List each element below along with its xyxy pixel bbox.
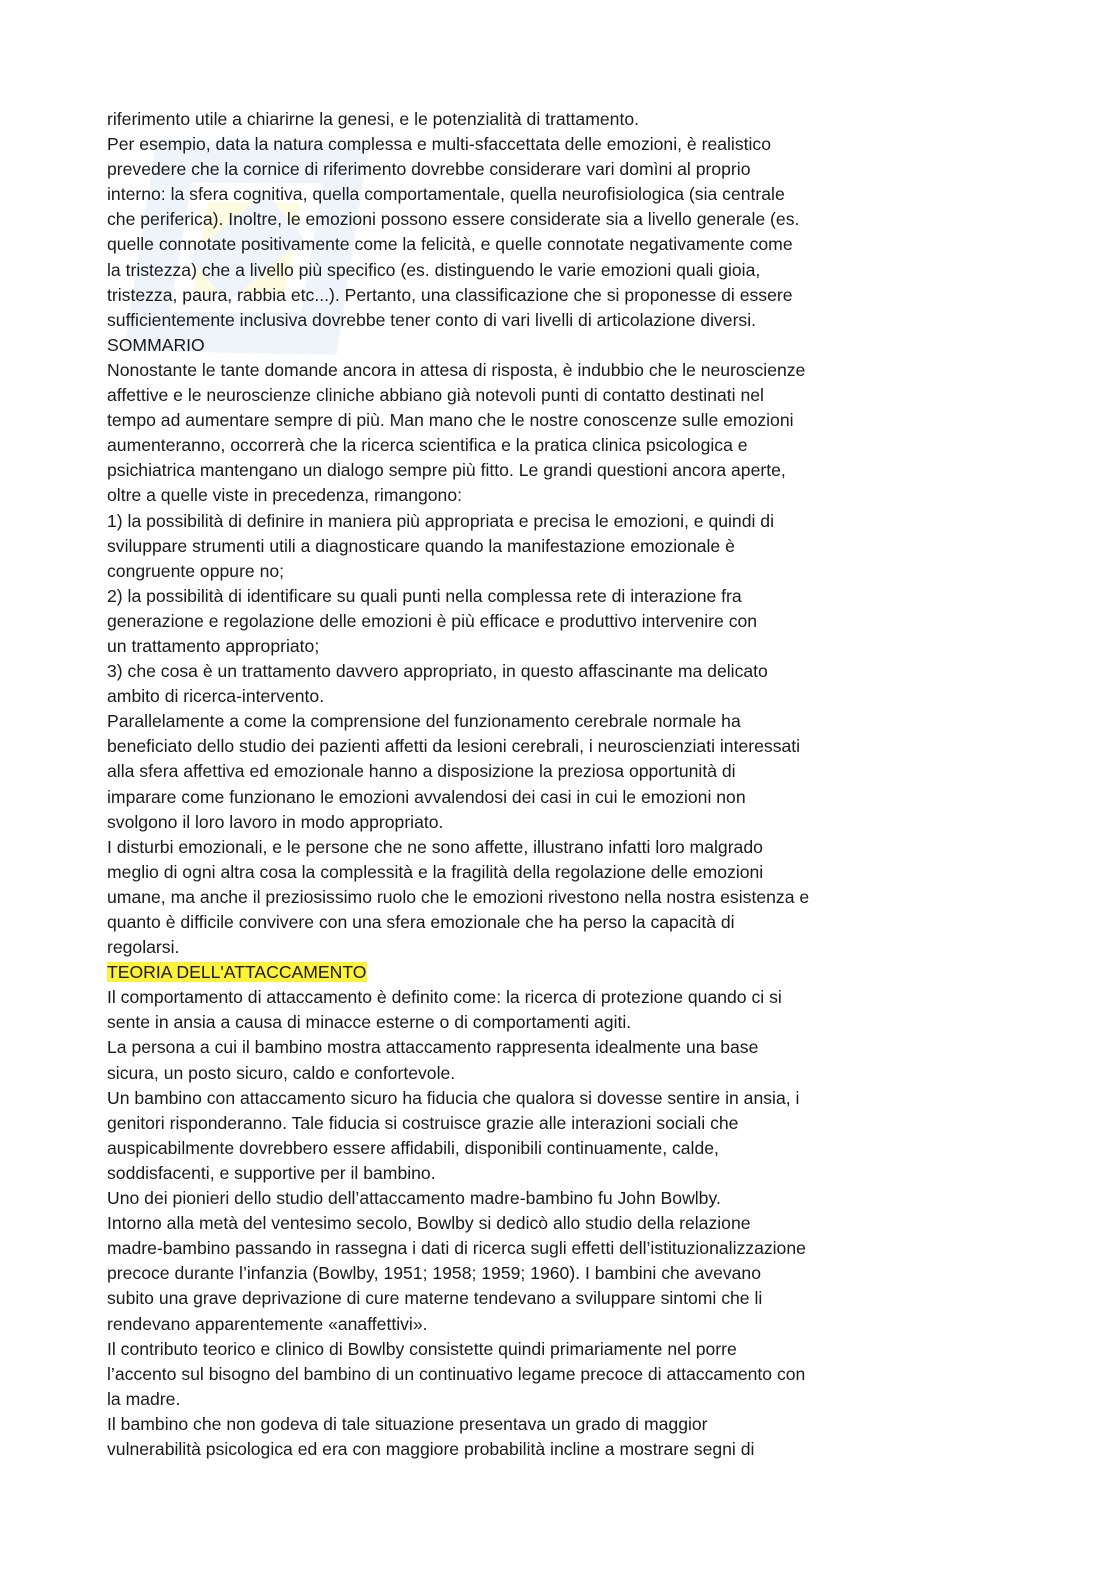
line-text: tempo ad aumentare sempre di più. Man mano che le nostre conoscenze sulle emozioni (107, 410, 794, 431)
text-line (107, 1010, 867, 1035)
text-line (107, 333, 867, 358)
text-line (107, 1186, 867, 1211)
text-line (107, 1086, 867, 1111)
line-text: congruente oppure no; (107, 560, 285, 581)
text-line (107, 258, 867, 283)
text-line (107, 308, 867, 333)
text-line (107, 1161, 867, 1186)
line-text: quelle connotate positivamente come la felicità, e quelle connotate negativamente come (107, 234, 793, 255)
line-text: oltre a quelle viste in precedenza, rimangono: (107, 485, 463, 506)
line-text: sviluppare strumenti utili a diagnosticare quando la manifestazione emozionale è (107, 535, 735, 556)
line-text: Il comportamento di attaccamento è definito come: la ricerca di protezione quando ci si (107, 987, 782, 1008)
line-text: Per esempio, data la natura complessa e multi-sfaccettata delle emozioni, è realistico (107, 134, 772, 155)
text-line (107, 458, 867, 483)
text-line (107, 1136, 867, 1161)
text-line (107, 759, 867, 784)
line-text: madre-bambino passando in rassegna i dati di ricerca sugli effetti dell’istituzionalizzazione (107, 1238, 806, 1259)
text-line (107, 1387, 867, 1412)
text-line (107, 1362, 867, 1387)
line-text: La persona a cui il bambino mostra attaccamento rappresenta idealmente una base (107, 1037, 759, 1058)
line-text: ambito di ricerca-intervento. (107, 686, 325, 707)
line-text: psichiatrica mantengano un dialogo sempre più fitto. Le grandi questioni ancora aperte, (107, 460, 786, 481)
line-text: auspicabilmente dovrebbero essere affidabili, disponibili continuamente, calde, (107, 1137, 719, 1158)
line-text: svolgono il loro lavoro in modo appropriato. (107, 811, 444, 832)
line-text: 1) la possibilità di definire in maniera più appropriata e precisa le emozioni, e quindi di (107, 510, 774, 531)
line-text: precoce durante l’infanzia (Bowlby, 1951; 1958; 1959; 1960). I bambini che avevano (107, 1263, 762, 1284)
text-line (107, 885, 867, 910)
line-text: Parallelamente a come la comprensione del funzionamento cerebrale normale ha (107, 711, 741, 732)
text-line (107, 985, 867, 1010)
text-line (107, 534, 867, 559)
line-text: Uno dei pionieri dello studio dell’attaccamento madre-bambino fu John Bowlby. (107, 1188, 721, 1209)
text-line (107, 509, 867, 534)
text-line (107, 1061, 867, 1086)
line-text: la madre. (107, 1388, 181, 1409)
text-line (107, 634, 867, 659)
text-line (107, 107, 867, 132)
line-text: l’accento sul bisogno del bambino di un continuativo legame precoce di attaccamento con (107, 1363, 806, 1384)
text-line (107, 1111, 867, 1136)
line-text: sente in ansia a causa di minacce esterne o di comportamenti agiti. (107, 1012, 632, 1033)
text-line (107, 1261, 867, 1286)
line-text: 3) che cosa è un trattamento davvero appropriato, in questo affascinante ma delicato (107, 661, 768, 682)
text-line (107, 785, 867, 810)
line-text: che periferica). Inoltre, le emozioni possono essere considerate sia a livello generale (es. (107, 209, 800, 230)
text-line (107, 1437, 867, 1462)
line-text: umane, ma anche il preziosissimo ruolo che le emozioni rivestono nella nostra esistenza e (107, 886, 810, 907)
text-line (107, 207, 867, 232)
text-line (107, 1035, 867, 1060)
line-text: meglio di ogni altra cosa la complessità e la fragilità della regolazione delle emozioni (107, 861, 764, 882)
line-text: tristezza, paura, rabbia etc...). Pertanto, una classificazione che si proponesse di essere (107, 284, 793, 305)
text-line (107, 232, 867, 257)
text-line (107, 157, 867, 182)
line-text: un trattamento appropriato; (107, 635, 320, 656)
line-text: la tristezza) che a livello più specifico (es. distinguendo le varie emozioni quali gioia, (107, 259, 761, 280)
line-text: affettive e le neuroscienze cliniche abbiano già notevoli punti di contatto destinati nel (107, 385, 764, 406)
text-line (107, 1312, 867, 1337)
text-line (107, 559, 867, 584)
text-line (107, 835, 867, 860)
line-text: genitori risponderanno. Tale fiducia si costruisce grazie alle interazioni sociali che (107, 1112, 739, 1133)
text-line (107, 609, 867, 634)
text-line (107, 358, 867, 383)
text-line (107, 1236, 867, 1261)
text-line (107, 433, 867, 458)
text-line (107, 383, 867, 408)
line-text: soddisfacenti, e supportive per il bambino. (107, 1162, 436, 1183)
text-line (107, 659, 867, 684)
line-text: I disturbi emozionali, e le persone che ne sono affette, illustrano infatti loro malgrado (107, 836, 763, 857)
highlighted-heading-text: TEORIA DELL'ATTACCAMENTO (107, 962, 367, 983)
text-line (107, 810, 867, 835)
line-text: imparare come funzionano le emozioni avvalendosi dei casi in cui le emozioni non (107, 786, 746, 807)
text-line (107, 860, 867, 885)
text-line (107, 132, 867, 157)
line-text: beneficiato dello studio dei pazienti affetti da lesioni cerebrali, i neuroscienziati interessati (107, 736, 801, 757)
line-text: sufficientemente inclusiva dovrebbe tener conto di vari livelli di articolazione diversi. (107, 309, 757, 330)
text-line (107, 684, 867, 709)
line-text: Il bambino che non godeva di tale situazione presentava un grado di maggior (107, 1413, 708, 1434)
text-line (107, 408, 867, 433)
line-text: 2) la possibilità di identificare su quali punti nella complessa rete di interazione fra (107, 585, 742, 606)
document-body (107, 107, 867, 1462)
line-text: quanto è difficile convivere con una sfera emozionale che ha perso la capacità di (107, 912, 735, 932)
text-line (107, 910, 867, 935)
text-line (107, 283, 867, 308)
text-line (107, 483, 867, 508)
text-line (107, 1286, 867, 1311)
line-text: aumenteranno, occorrerà che la ricerca scientifica e la pratica clinica psicologica e (107, 435, 748, 456)
line-text: Intorno alla metà del ventesimo secolo, Bowlby si dedicò allo studio della relazione (107, 1213, 751, 1234)
text-line (107, 709, 867, 734)
line-text: subito una grave deprivazione di cure materne tendevano a sviluppare sintomi che li (107, 1288, 763, 1309)
line-text: sicura, un posto sicuro, caldo e confortevole. (107, 1062, 456, 1083)
line-text: Un bambino con attaccamento sicuro ha fiducia che qualora si dovesse sentire in ansia, i (107, 1087, 800, 1108)
line-text: rendevano apparentemente «anaffettivi». (107, 1313, 428, 1334)
line-text: prevedere che la cornice di riferimento dovrebbe considerare vari domìni al proprio (107, 159, 751, 180)
line-text: riferimento utile a chiarirne la genesi, e le potenzialità di trattamento. (107, 109, 640, 129)
line-text: Nonostante le tante domande ancora in attesa di risposta, è indubbio che le neuroscienze (107, 359, 806, 380)
text-line (107, 1412, 867, 1437)
line-text: Il contributo teorico e clinico di Bowlby consistette quindi primariamente nel porre (107, 1338, 737, 1359)
text-line (107, 935, 867, 960)
line-text: regolarsi. (107, 937, 180, 958)
line-text: generazione e regolazione delle emozioni è più efficace e produttivo intervenire con (107, 610, 758, 631)
text-line (107, 1211, 867, 1236)
text-line (107, 734, 867, 759)
line-text: alla sfera affettiva ed emozionale hanno a disposizione la preziosa opportunità di (107, 761, 736, 782)
text-line (107, 1337, 867, 1362)
text-line (107, 182, 867, 207)
line-text: SOMMARIO (107, 334, 205, 355)
line-text: interno: la sfera cognitiva, quella comportamentale, quella neurofisiologica (sia centrale (107, 184, 785, 205)
text-line (107, 584, 867, 609)
section-heading (107, 960, 867, 985)
line-text: vulnerabilità psicologica ed era con maggiore probabilità incline a mostrare segni di (107, 1438, 755, 1459)
